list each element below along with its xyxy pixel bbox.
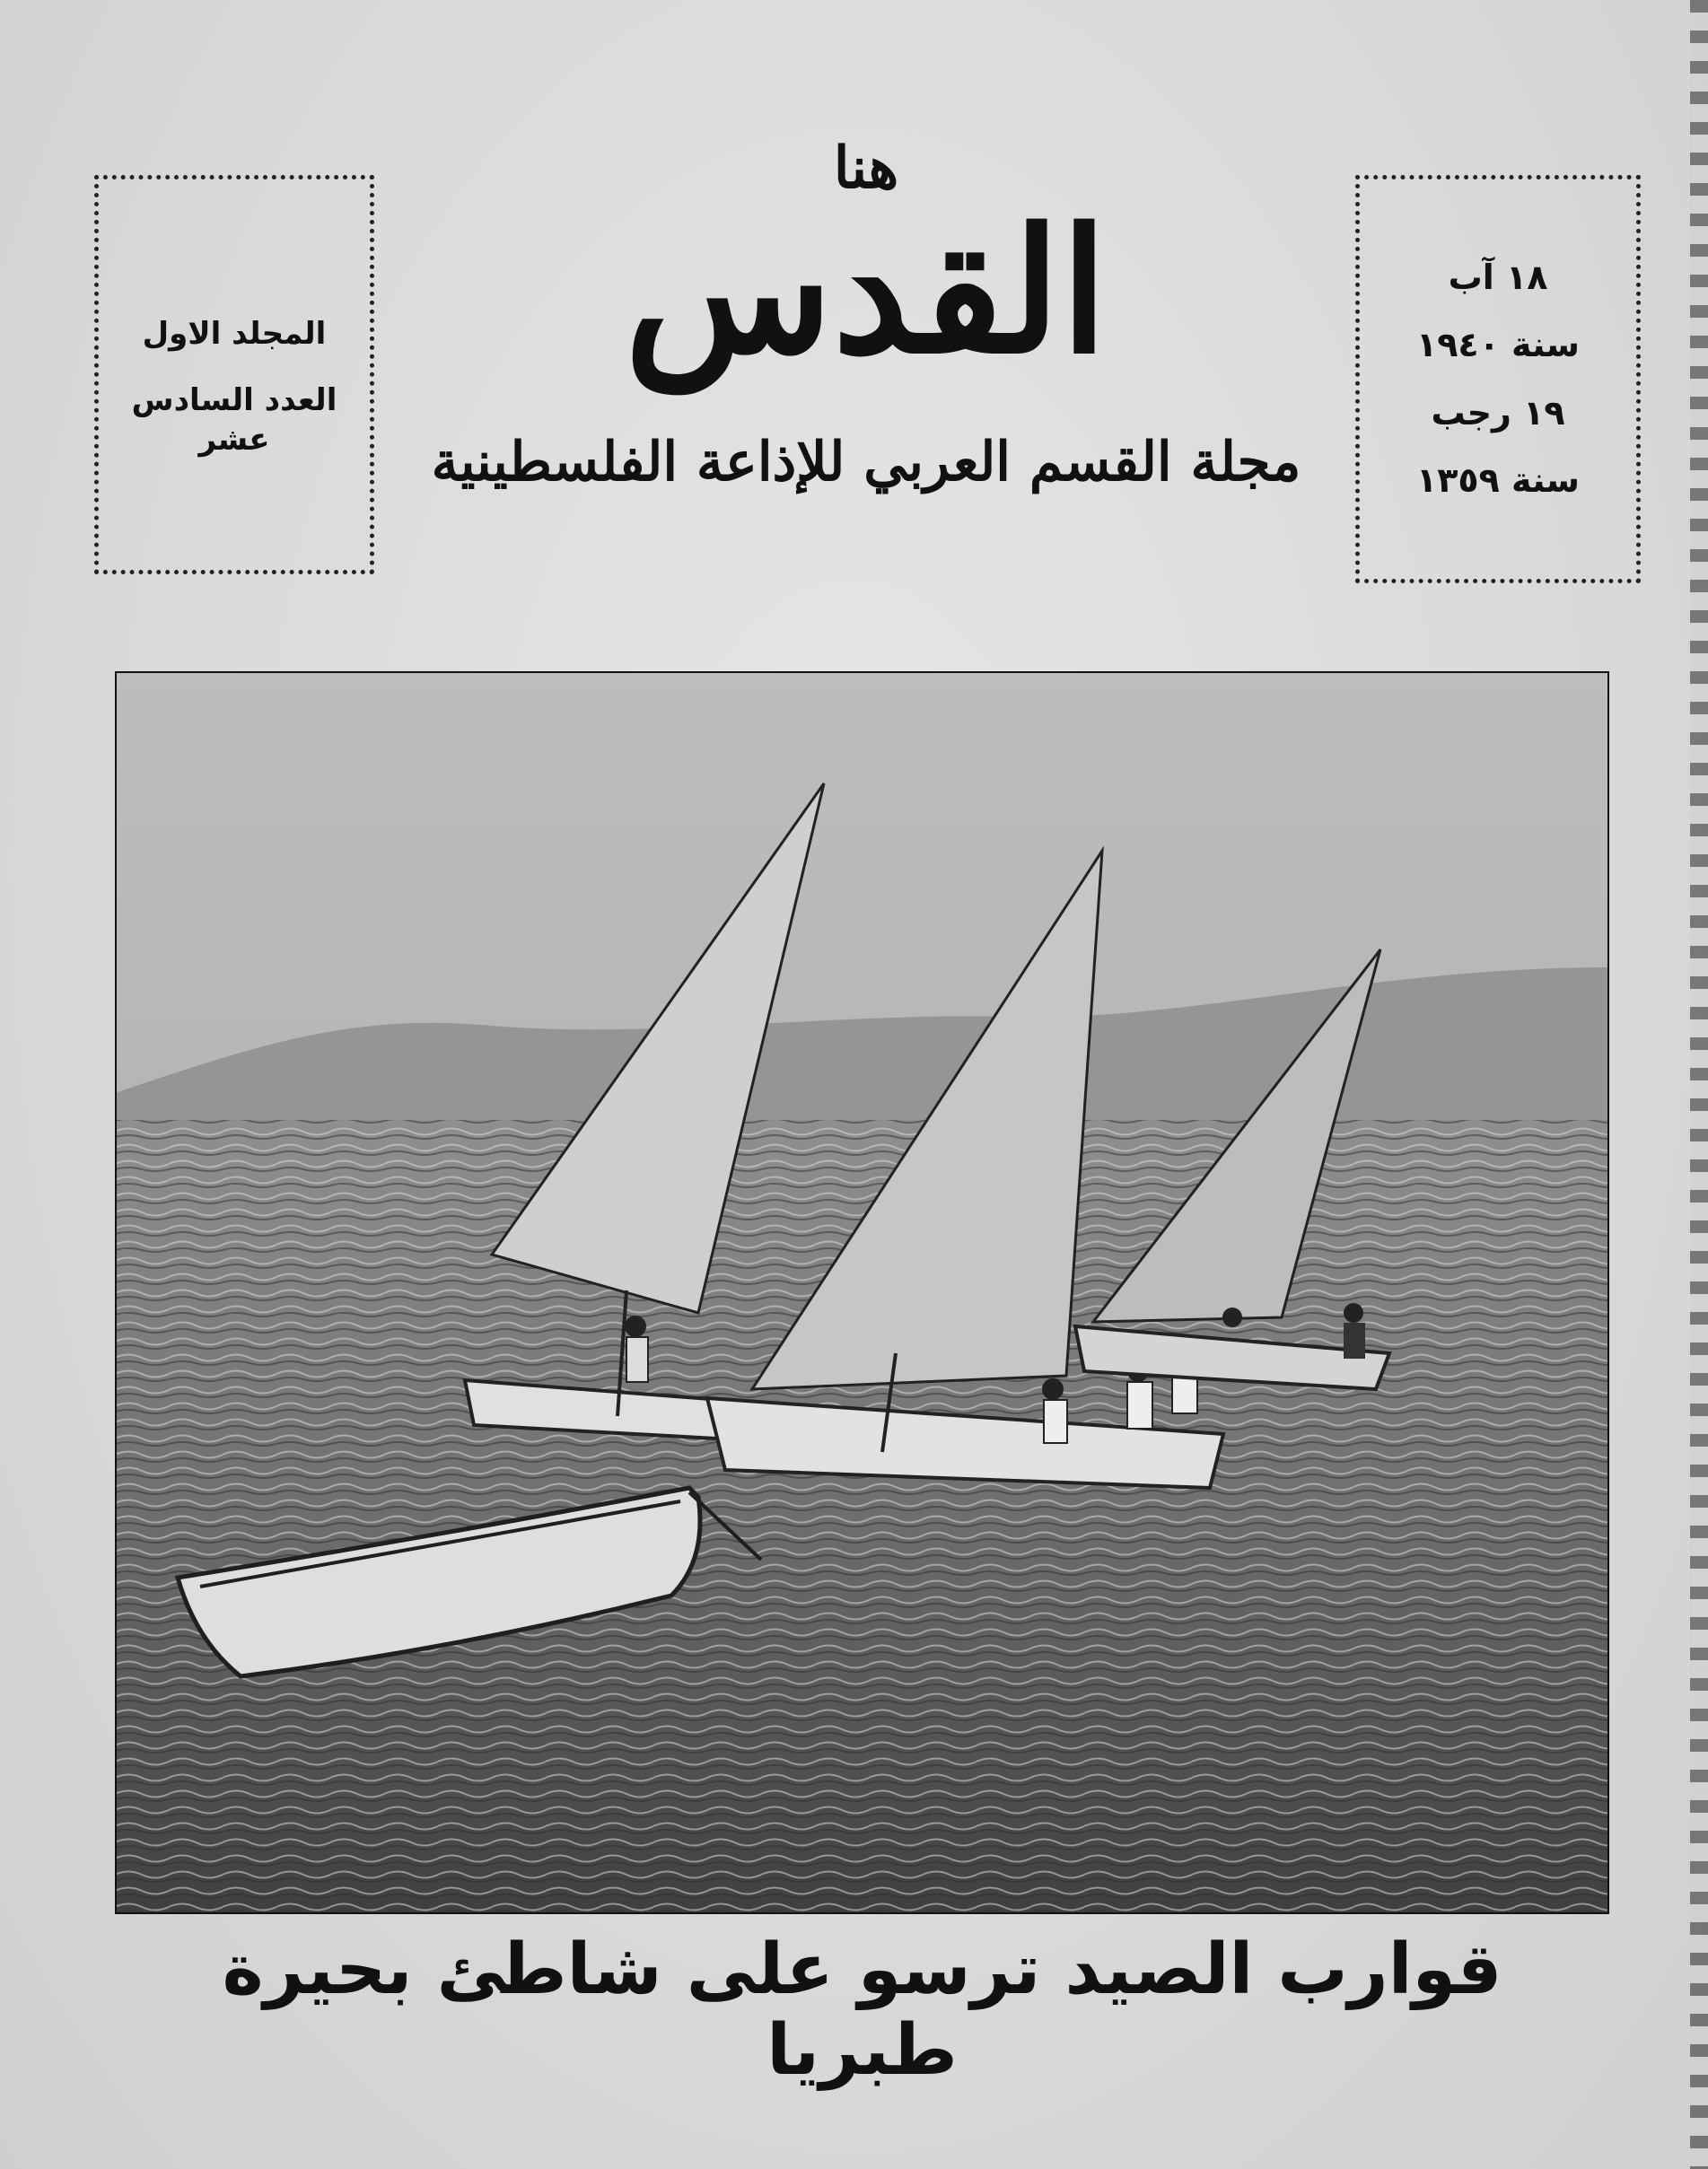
volume-label: المجلد الاول	[142, 316, 327, 352]
masthead	[413, 135, 1319, 637]
binding-spine-edge	[1690, 0, 1708, 2169]
masthead-kicker: هنا	[833, 135, 899, 202]
masthead-title: القدس	[624, 191, 1108, 391]
photo-caption: قوارب الصيد ترسو على شاطئ بحيرة طبريا	[222, 1929, 1502, 2091]
volume-issue-box	[94, 175, 374, 574]
sailboats-photo-illustration	[115, 671, 1609, 1914]
date-day-month: ١٨ آب	[1448, 258, 1548, 297]
date-box	[1355, 175, 1641, 583]
date-hijri-year: سنة ١٣٥٩	[1416, 460, 1580, 501]
date-hijri-day-month: ١٩ رجب	[1431, 392, 1565, 433]
date-gregorian-year: سنة ١٩٤٠	[1416, 325, 1580, 365]
cover-photo	[115, 671, 1609, 1914]
issue-label: العدد السادس عشر	[131, 382, 337, 459]
masthead-subtitle: مجلة القسم العربي للإذاعة الفلسطينية	[431, 431, 1301, 494]
